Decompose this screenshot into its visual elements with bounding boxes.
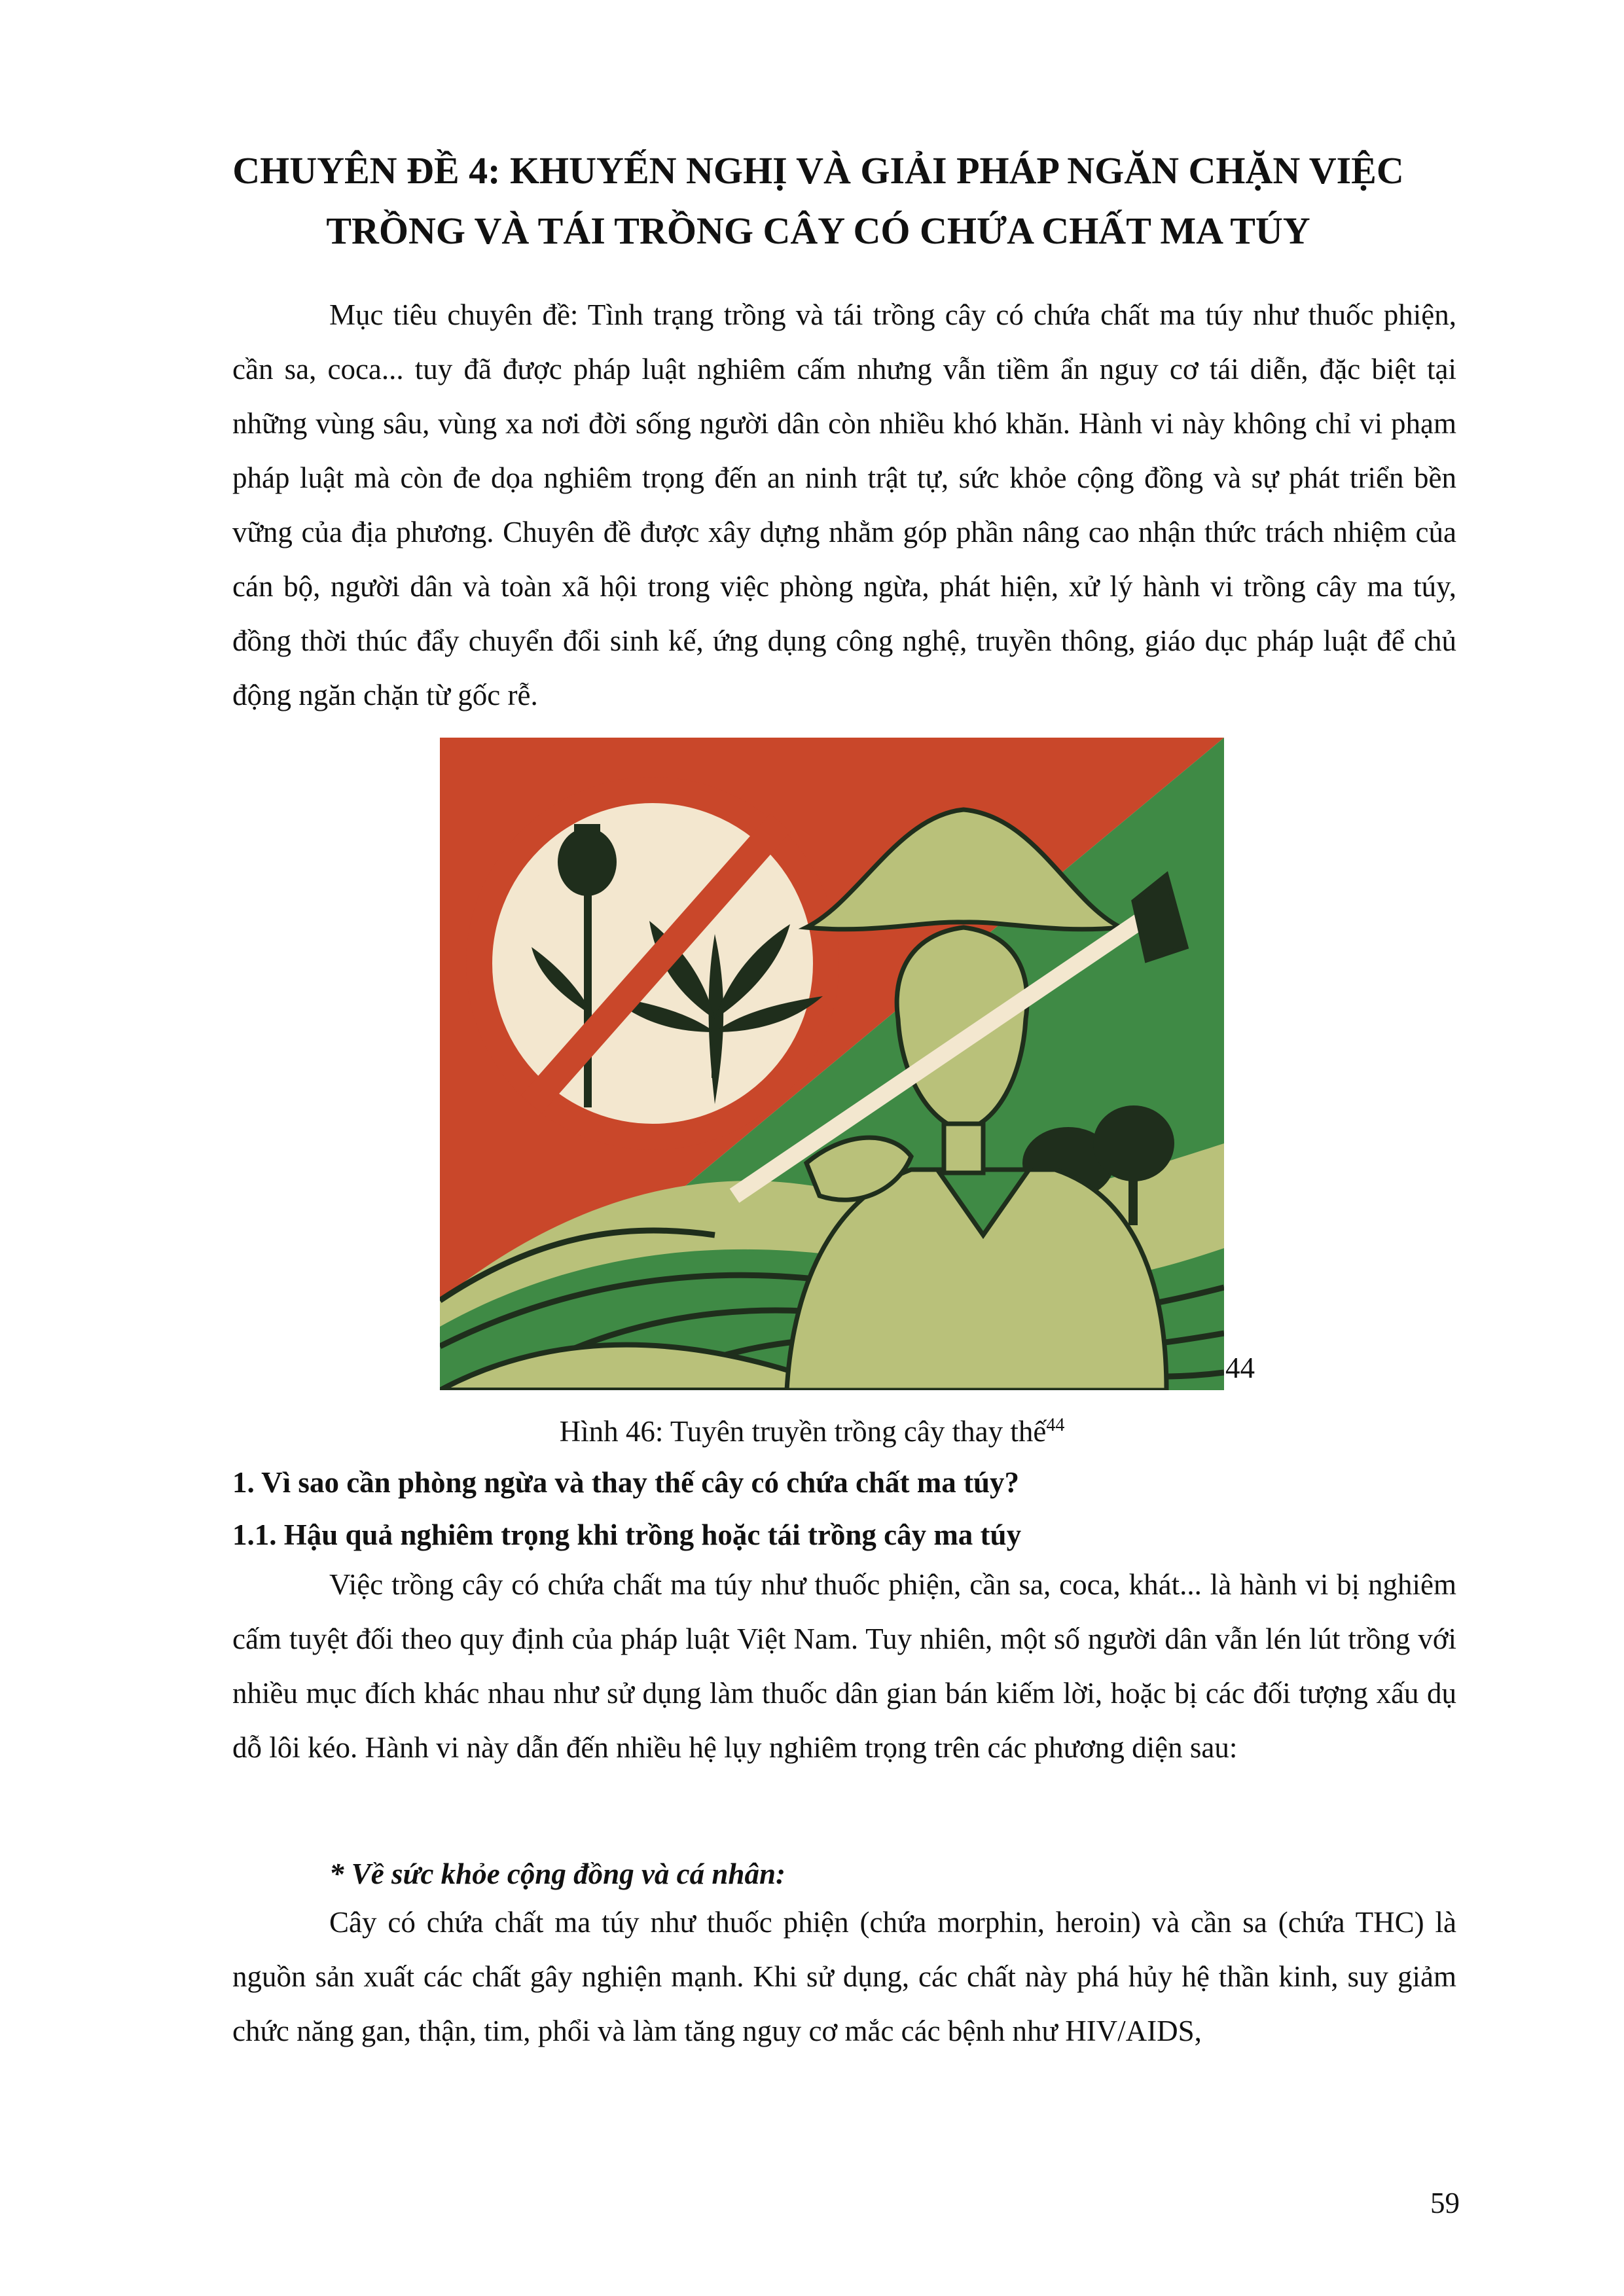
figure-caption — [0, 1403, 1624, 1454]
title-line-2: TRỒNG VÀ TÁI TRỒNG CÂY CÓ CHỨA CHẤT MA TÚY — [326, 209, 1310, 252]
page-title — [196, 141, 1440, 261]
figure-caption-text: Hình 46: Tuyên truyền trồng cây thay thế — [559, 1415, 1047, 1448]
page-number: 59 — [1430, 2187, 1460, 2219]
paragraph-health: Cây có chứa chất ma túy như thuốc phiện (chứa morphin, heroin) và cần sa (chứa THC) là nguồn sản xuất các chất gây nghiện mạnh. Khi sử dụng, các chất này phá hủy hệ thần kinh, suy giảm chức năng gan, thận, tim, phổi và làm tăng nguy cơ mắc các bệnh như HIV/AIDS, — [232, 1906, 1456, 2047]
intro-paragraph: Mục tiêu chuyên đề: Tình trạng trồng và tái trồng cây có chứa chất ma túy như thuốc phiện, cần sa, coca... tuy đã được pháp luật nghiêm cấm nhưng vẫn tiềm ẩn nguy cơ tái diễn, đặc biệt tại những vùng sâu, vùng xa nơi đời sống người dân còn nhiều khó khăn. Hành vi này không chỉ vi phạm pháp luật mà còn đe dọa nghiêm trọng đến an ninh trật tự, sức khỏe cộng đồng và sự phát triển bền vững của địa phương. Chuyên đề được xây dựng nhằm góp phần nâng cao nhận thức trách nhiệm của cán bộ, người dân và toàn xã hội trong việc phòng ngừa, phát hiện, xử lý hành vi trồng cây ma túy, đồng thời thúc đẩy chuyển đổi sinh kế, ứng dụng công nghệ, truyền thông, giáo dục pháp luật để chủ động ngăn chặn từ gốc rễ. — [232, 298, 1456, 711]
title-line-1: CHUYÊN ĐỀ 4: KHUYẾN NGHỊ VÀ GIẢI PHÁP NGĂN CHẶN VIỆC — [232, 149, 1404, 192]
sub-heading: 1.1. Hậu quả nghiêm trọng khi trồng hoặc tái trồng cây ma túy — [232, 1518, 1022, 1551]
section-heading: 1. Vì sao cần phòng ngừa và thay thế cây có chứa chất ma túy? — [232, 1466, 1019, 1499]
subhead-health: * Về sức khỏe cộng đồng và cá nhân: — [329, 1857, 785, 1890]
paragraph-consequences: Việc trồng cây có chứa chất ma túy như thuốc phiện, cần sa, coca, khát... là hành vi bị nghiêm cấm tuyệt đối theo quy định của pháp luật Việt Nam. Tuy nhiên, một số người dân vẫn lén lút trồng với nhiều mục đích khác nhau như sử dụng làm thuốc dân gian bán kiếm lời, hoặc bị các đối tượng xấu dụ dỗ lôi kéo. Hành vi này dẫn đến nhiều hệ lụy nghiêm trọng trên các phương diện sau: — [232, 1568, 1456, 1764]
figure-caption-sup: 44 — [1046, 1415, 1065, 1435]
figure-footnote-mark: 44 — [1225, 1352, 1255, 1384]
poster-figure — [440, 738, 1224, 1390]
